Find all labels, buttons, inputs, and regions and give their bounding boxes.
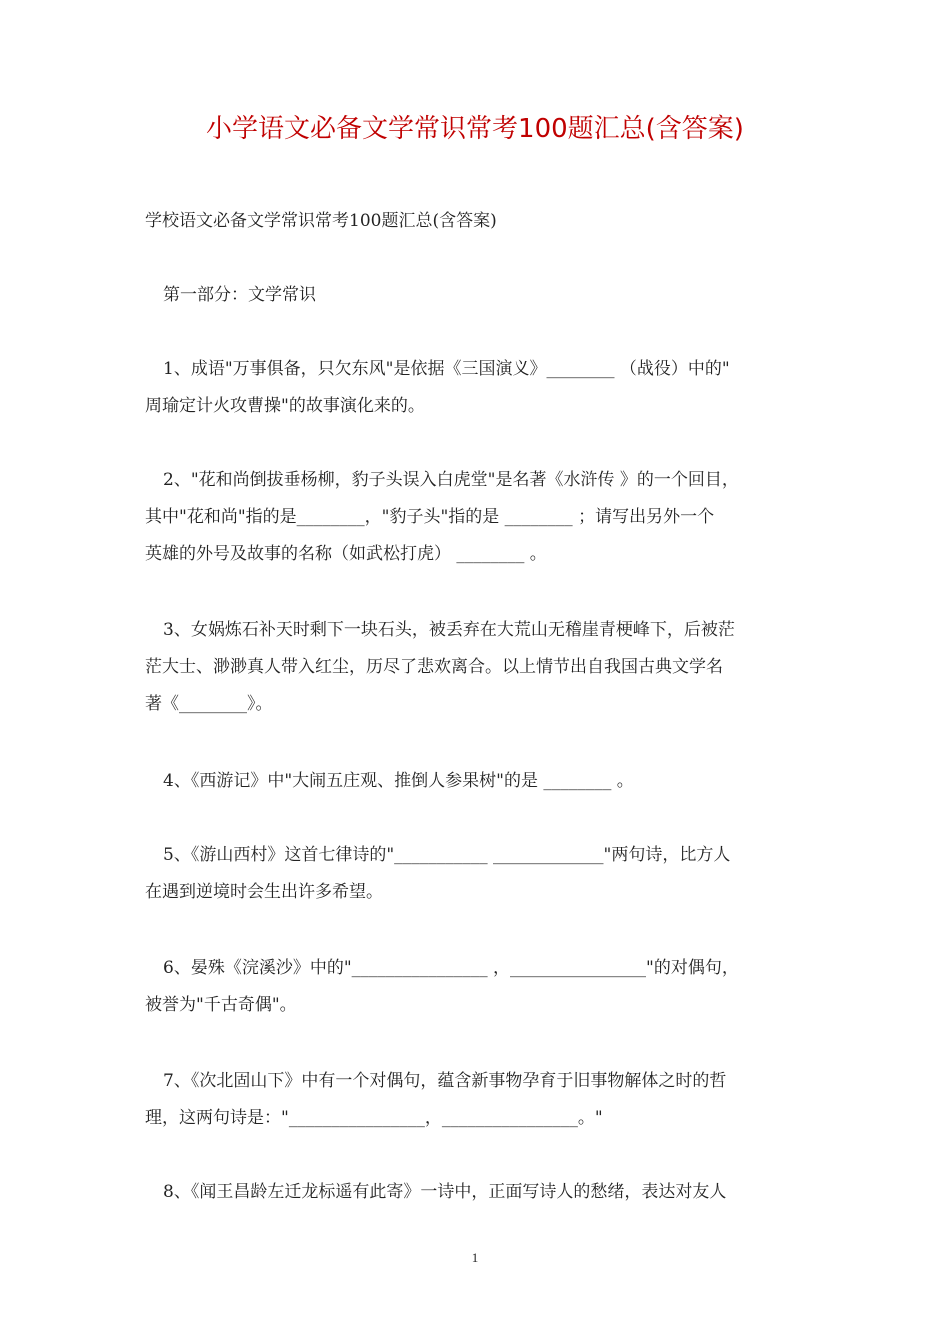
subtitle-text: 学校语文必备文学常识常考100题汇总(含答案) [145, 211, 497, 231]
section-heading-text: 第一部分：文学常识 [163, 285, 316, 305]
question-1 [145, 351, 813, 425]
question-7 [145, 1063, 813, 1137]
question-line: 7、《次北固山下》中有一个对偶句，蕴含新事物孕育于旧事物解体之时的哲 [163, 1071, 727, 1091]
question-line: 8、《闻王昌龄左迁龙标遥有此寄》一诗中，正面写诗人的愁绪，表达对友人 [163, 1182, 727, 1202]
question-line: 5、《游山西村》这首七律诗的"___________ _____________"两句诗，比方人 [163, 845, 731, 865]
question-line: 1、成语"万事俱备，只欠东风"是依据《三国演义》________ （战役）中的" [163, 359, 730, 379]
question-line: 被誉为"千古奇偶"。 [145, 995, 297, 1015]
document-subtitle [145, 203, 813, 240]
question-8 [145, 1174, 813, 1211]
question-line: 其中"花和尚"指的是________，"豹子头"指的是 ________ ；请写出另外一个 [145, 507, 715, 527]
question-line: 周瑜定计火攻曹操"的故事演化来的。 [145, 396, 425, 416]
question-line: 茫大士、渺渺真人带入红尘，历尽了悲欢离合。以上情节出自我国古典文学名 [145, 657, 723, 677]
question-line: 英雄的外号及故事的名称（如武松打虎） ________ 。 [145, 544, 547, 564]
question-line: 3、女娲炼石补天时剩下一块石头，被丢弃在大荒山无稽崖青梗峰下，后被茫 [163, 620, 735, 640]
question-line: 2、"花和尚倒拔垂杨柳，豹子头误入白虎堂"是名著《水浒传 》的一个回目， [163, 470, 739, 490]
question-line: 理，这两句诗是："________________，________________。" [145, 1108, 603, 1128]
question-4 [145, 763, 813, 800]
question-line: 4、《西游记》中"大闹五庄观、推倒人参果树"的是 ________ 。 [163, 771, 634, 791]
question-5 [145, 837, 813, 911]
document-title: 小学语文必备文学常识常考100题汇总(含答案) [206, 114, 744, 144]
question-2 [145, 462, 813, 573]
question-line: 著《________》。 [145, 694, 273, 714]
page-number: 1 [471, 1250, 479, 1265]
question-line: 6、晏殊《浣溪沙》中的"________________ ，________________"的对偶句， [163, 958, 739, 978]
section-heading [163, 277, 831, 314]
question-3 [145, 612, 813, 723]
question-line: 在遇到逆境时会生出许多希望。 [145, 882, 383, 902]
question-6 [145, 950, 813, 1024]
